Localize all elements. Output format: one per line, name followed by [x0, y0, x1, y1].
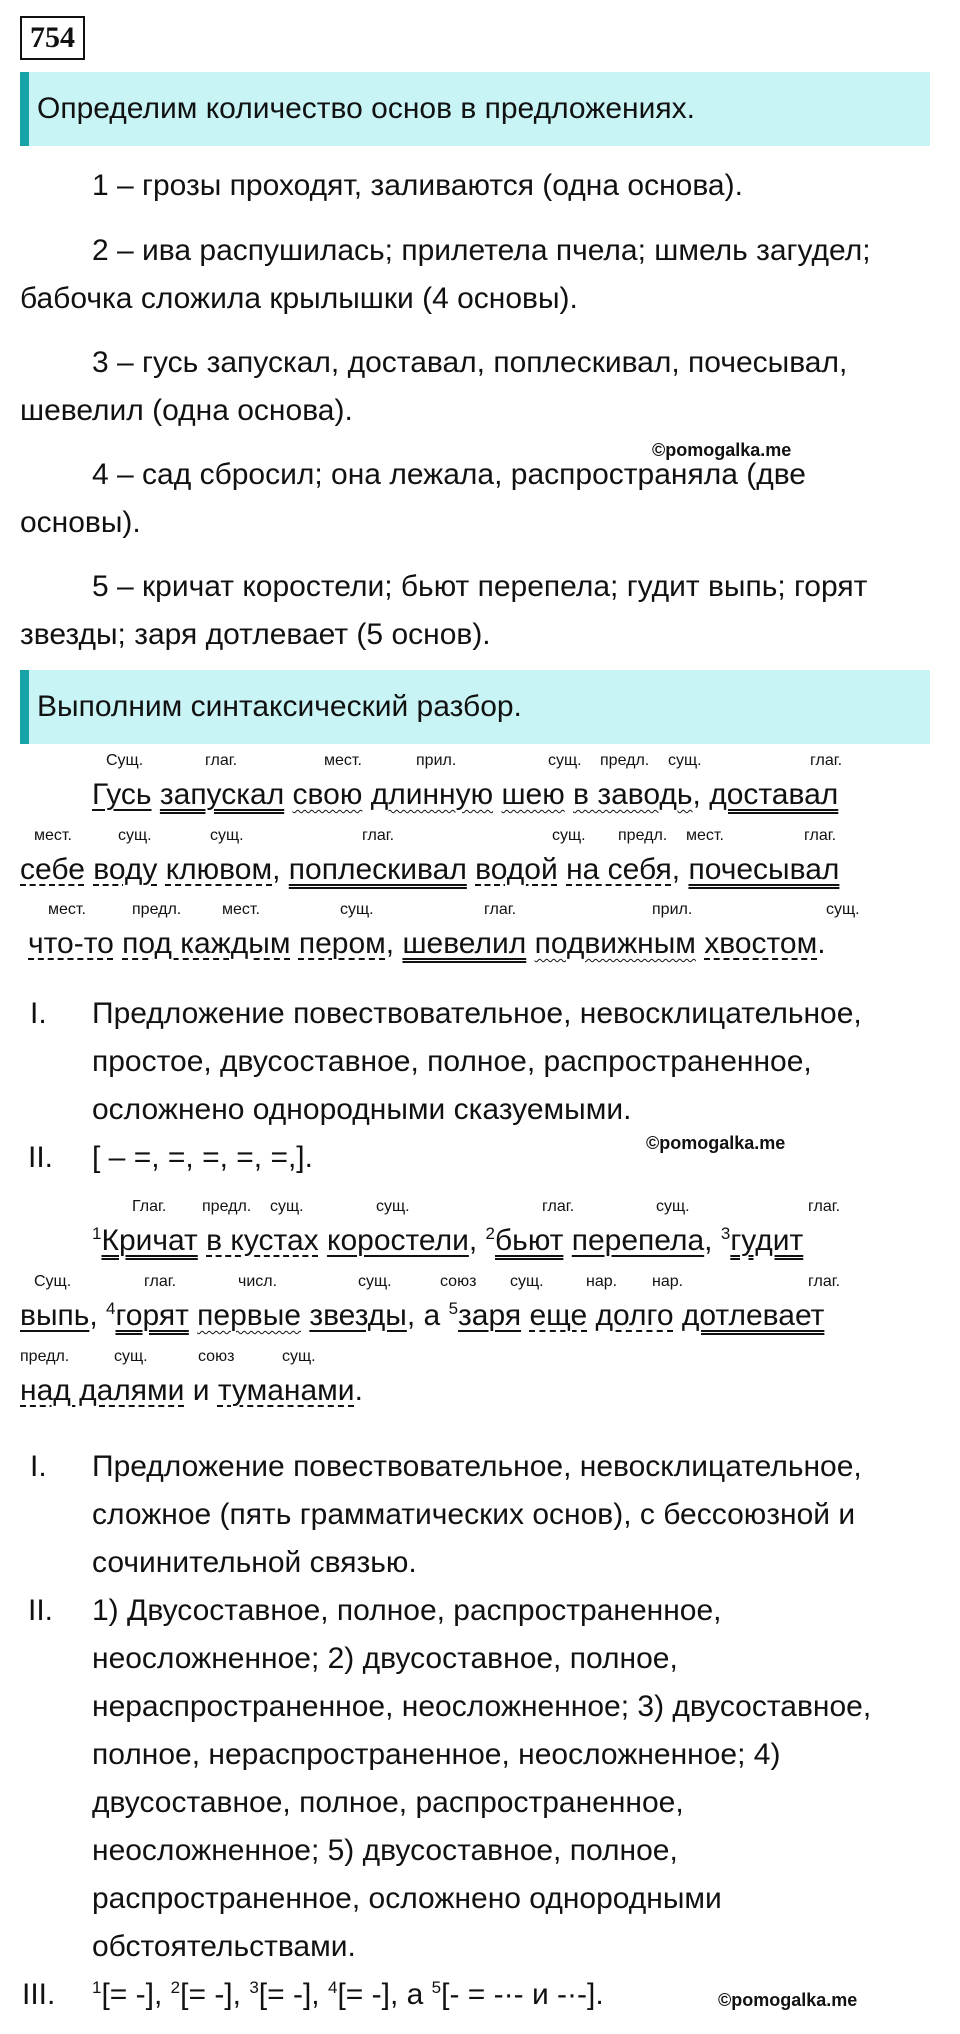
- analysis-1-text: Предложение повествовательное, невосклицательное,: [92, 997, 862, 1030]
- watermark: ©pomogalka.me: [652, 440, 792, 460]
- roman-numeral: II.: [28, 1594, 54, 1627]
- analysis-2-text: Предложение повествовательное, невосклицательное,: [92, 1450, 862, 1483]
- pos-label: сущ.: [510, 1273, 544, 1290]
- section-heading-1: Определим количество основ в предложениях.: [20, 72, 930, 146]
- analysis-1-scheme: [ – =, =, =, =, =,].: [92, 1141, 313, 1174]
- analysis-2-text: распространенное, осложнено однородными: [92, 1882, 722, 1915]
- pos-label: сущ.: [826, 901, 860, 918]
- para-4-line-1: 4 – сад сбросил; она лежала, распространяла (две: [92, 458, 806, 491]
- para-1: 1 – грозы проходят, заливаются (одна основа).: [92, 169, 743, 202]
- analysis-1-text: простое, двусоставное, полное, распространенное,: [92, 1045, 812, 1078]
- sentence-2-line-1: $^1$Кричат в кустах коростели, $^2$бьют перепела, $^3$гудит: [92, 1224, 804, 1257]
- pos-label: предл.: [20, 1348, 70, 1365]
- analysis-2-text: двусоставное, полное, распространенное,: [92, 1786, 684, 1819]
- pos-label: сущ.: [376, 1198, 410, 1215]
- sentence-1-line-1: Гусь запускал свою длинную шею в заводь, доставал: [92, 778, 839, 811]
- pos-label: нар.: [652, 1273, 684, 1290]
- para-5-line-1: 5 – кричат коростели; бьют перепела; гудит выпь; горят: [92, 570, 868, 603]
- pos-label: мест.: [686, 827, 724, 844]
- watermark: ©pomogalka.me: [646, 1133, 786, 1153]
- pos-label: мест.: [324, 752, 362, 769]
- pos-label: сущ.: [270, 1198, 304, 1215]
- pos-label: сущ.: [548, 752, 582, 769]
- pos-label: сущ.: [656, 1198, 690, 1215]
- pos-label: сущ.: [114, 1348, 148, 1365]
- section-heading-2: Выполним синтаксический разбор.: [20, 670, 930, 744]
- pos-label: числ.: [238, 1273, 278, 1290]
- analysis-2-text: 1) Двусоставное, полное, распространенное,: [92, 1594, 722, 1627]
- pos-label: глаг.: [484, 901, 517, 918]
- analysis-2-text: полное, нераспространенное, неосложненное; 4): [92, 1738, 781, 1771]
- sentence-2-line-3: над далями и туманами.: [20, 1374, 363, 1407]
- sentence-1-line-2: себе воду клювом, поплескивал водой на себя, почесывал: [20, 853, 840, 886]
- pos-label: Глаг.: [132, 1198, 167, 1215]
- analysis-1-text: осложнено однородными сказуемыми.: [92, 1093, 632, 1126]
- analysis-2-scheme: $^1$[= -], $^2$[= -], $^3$[= -], $^4$[= -], а $^5$[- = -·- и -·-].: [92, 1978, 604, 2011]
- pos-label: предл.: [618, 827, 668, 844]
- analysis-2-text: неосложненное; 5) двусоставное, полное,: [92, 1834, 678, 1867]
- pos-label: союз: [440, 1273, 477, 1290]
- pos-label: глаг.: [205, 752, 238, 769]
- pos-label: прил.: [652, 901, 693, 918]
- pos-label: сущ.: [668, 752, 702, 769]
- pos-label: прил.: [416, 752, 457, 769]
- para-3-line-1: 3 – гусь запускал, доставал, поплескивал, почесывал,: [92, 346, 848, 379]
- para-3-line-2: шевелил (одна основа).: [20, 394, 353, 427]
- para-4-line-2: основы).: [20, 506, 141, 539]
- para-2-line-1: 2 – ива распушилась; прилетела пчела; шмель загудел;: [92, 234, 871, 267]
- pos-label: сущ.: [340, 901, 374, 918]
- pos-label: глаг.: [362, 827, 395, 844]
- pos-label: Сущ.: [34, 1273, 72, 1290]
- pos-label: предл.: [600, 752, 650, 769]
- para-2-line-2: бабочка сложила крылышки (4 основы).: [20, 282, 578, 315]
- pos-label: союз: [198, 1348, 235, 1365]
- analysis-2-text: сложное (пять грамматических основ), с бессоюзной и: [92, 1498, 856, 1531]
- pos-label: глаг.: [810, 752, 843, 769]
- roman-numeral: I.: [30, 997, 47, 1030]
- roman-numeral: II.: [28, 1141, 54, 1174]
- pos-label: нар.: [586, 1273, 618, 1290]
- pos-label: сущ.: [358, 1273, 392, 1290]
- pos-label: сущ.: [118, 827, 152, 844]
- pos-label: предл.: [132, 901, 182, 918]
- analysis-2-text: обстоятельствами.: [92, 1930, 356, 1963]
- pos-label: мест.: [222, 901, 260, 918]
- pos-label: предл.: [202, 1198, 252, 1215]
- sentence-2-line-2: выпь, $^4$горят первые звезды, а $^5$заря еще долго дотлевает: [20, 1299, 825, 1332]
- roman-numeral: III.: [22, 1978, 56, 2011]
- pos-label: сущ.: [210, 827, 244, 844]
- pos-label: глаг.: [808, 1273, 841, 1290]
- analysis-2-text: сочинительной связью.: [92, 1546, 417, 1579]
- watermark: ©pomogalka.me: [718, 1990, 858, 2010]
- pos-label: сущ.: [282, 1348, 316, 1365]
- analysis-2-text: неосложненное; 2) двусоставное, полное,: [92, 1642, 678, 1675]
- pos-label: сущ.: [552, 827, 586, 844]
- analysis-2-text: нераспространенное, неосложненное; 3) двусоставное,: [92, 1690, 872, 1723]
- para-5-line-2: звезды; заря дотлевает (5 основ).: [20, 618, 491, 651]
- pos-label: мест.: [34, 827, 72, 844]
- pos-label: глаг.: [804, 827, 837, 844]
- sentence-1-line-3: что-то под каждым пером, шевелил подвижным хвостом.: [28, 927, 826, 960]
- pos-label: глаг.: [144, 1273, 177, 1290]
- pos-label: глаг.: [808, 1198, 841, 1215]
- exercise-number: 754: [20, 16, 85, 60]
- pos-label: мест.: [48, 901, 86, 918]
- pos-label: глаг.: [542, 1198, 575, 1215]
- pos-label: Сущ.: [106, 752, 144, 769]
- roman-numeral: I.: [30, 1450, 47, 1483]
